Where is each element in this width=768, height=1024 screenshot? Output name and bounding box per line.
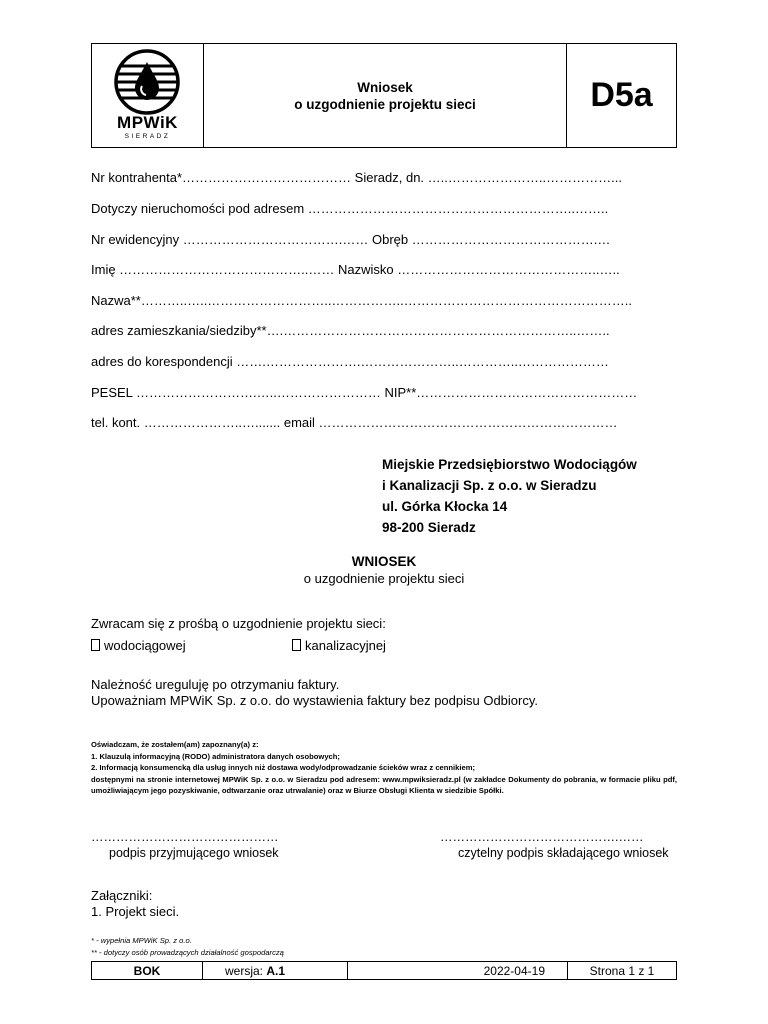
- company-logo: [92, 44, 204, 147]
- recipient-line: 98-200 Sieradz: [382, 520, 476, 535]
- checkbox-icon[interactable]: [292, 639, 301, 651]
- footer-version-value: A.1: [266, 963, 286, 978]
- field-correspondence-address[interactable]: adres do korespondencji …….………………….…………………..…………..…………………: [91, 354, 609, 369]
- recipient-line: i Kanalizacji Sp. z o.o. w Sieradzu: [382, 478, 597, 493]
- option-water-supply[interactable]: [91, 638, 186, 653]
- option-label: wodociągowej: [104, 638, 186, 653]
- logo-subtitle: SIERADZ: [124, 133, 171, 140]
- footer-version-label: wersja:: [225, 963, 264, 978]
- field-company-name[interactable]: Nazwa**………..…..………………………..……………..……………………………………………..: [91, 293, 632, 308]
- declaration: [91, 739, 677, 797]
- declaration-body: dostępnymi na stronie internetowej MPWiK Sp. z o.o. w Sieradzu pod adresem: www.mpwiksieradz.pl (w zakładce Dokumenty do pobrania, w formacie pliku pdf, umożliwiającym jego pozyskiwanie, odtwarzanie oraz utrwalanie) oraz w Biurze Obsługi Klienta w siedzibie Spółki.: [91, 774, 677, 796]
- invoice-authorization: Upoważniam MPWiK Sp. z o.o. do wystawienia faktury bez podpisu Odbiorcy.: [91, 693, 539, 708]
- field-pesel-nip[interactable]: PESEL ……………………….…..…………………… NIP**……………………………………………: [91, 385, 638, 400]
- document-footer: [91, 961, 677, 980]
- declaration-heading: Oświadczam, że zostałem(am) zapoznany(a) z:: [91, 740, 259, 749]
- request-intro: Zwracam się z prośbą o uzgodnienie projektu sieci:: [91, 616, 386, 631]
- option-sewage[interactable]: [292, 638, 386, 653]
- form-code: D5a: [590, 76, 653, 114]
- field-registry-number[interactable]: Nr ewidencyjny ……………………………….…… Obręb …………………………………….…: [91, 232, 611, 247]
- recipient-line: ul. Górka Kłocka 14: [382, 499, 508, 514]
- form-header: [91, 43, 677, 148]
- checkbox-icon[interactable]: [91, 639, 100, 651]
- footnote: ** - dotyczy osób prowadzących działalność gospodarczą: [91, 948, 284, 957]
- form-title: [204, 44, 567, 147]
- footer-date: 2022-04-19: [348, 962, 568, 979]
- logo-wordmark: MPWiK: [117, 113, 178, 132]
- recipient-address: [382, 454, 637, 538]
- signature-label-left: podpis przyjmującego wniosek: [109, 846, 279, 860]
- payment-statement: Należność ureguluję po otrzymaniu faktury.: [91, 677, 340, 692]
- footer-page-number: Strona 1 z 1: [589, 963, 655, 978]
- option-label: kanalizacyjnej: [305, 638, 386, 653]
- declaration-item: 2. Informacją konsumencką dla usług innych niż dostawa wody/odprowadzanie ścieków wraz z cennikiem;: [91, 763, 476, 773]
- footnote: * - wypełnia MPWiK Sp. z o.o.: [91, 936, 192, 945]
- signature-line-left[interactable]: ………………………………………: [91, 830, 279, 844]
- form-title-line1: Wniosek: [357, 79, 413, 95]
- footer-version: [203, 962, 348, 979]
- footer-department: BOK: [92, 962, 203, 979]
- field-name[interactable]: Imię ……………………………………..…… Nazwisko ………………………………………..…..: [91, 262, 620, 277]
- recipient-line: Miejskie Przedsiębiorstwo Wodociągów: [382, 457, 637, 472]
- signature-line-right[interactable]: …………………………………….……: [440, 830, 644, 844]
- attachments-heading: Załączniki:: [91, 888, 153, 903]
- field-phone-email[interactable]: tel. kont. …………………..…....... email ……………………………………………………………: [91, 415, 618, 430]
- field-property-address[interactable]: Dotyczy nieruchomości pod adresem ……………………………………………………..……..: [91, 201, 609, 216]
- attachment-item: 1. Projekt sieci.: [91, 904, 180, 919]
- field-residence-address[interactable]: adres zamieszkania/siedziby**….…………………………………………………………..……..: [91, 323, 610, 338]
- signature-label-right: czytelny podpis składającego wniosek: [458, 846, 669, 860]
- field-contractor-number[interactable]: Nr kontrahenta*………………………………… Sieradz, dn. …..…………………..……………...: [91, 170, 622, 185]
- request-title: WNIOSEK: [351, 554, 417, 569]
- request-subtitle: o uzgodnienie projektu sieci: [303, 571, 465, 586]
- declaration-item: 1. Klauzulą informacyjną (RODO) administratora danych osobowych;: [91, 751, 340, 761]
- form-title-line2: o uzgodnienie projektu sieci: [294, 96, 476, 112]
